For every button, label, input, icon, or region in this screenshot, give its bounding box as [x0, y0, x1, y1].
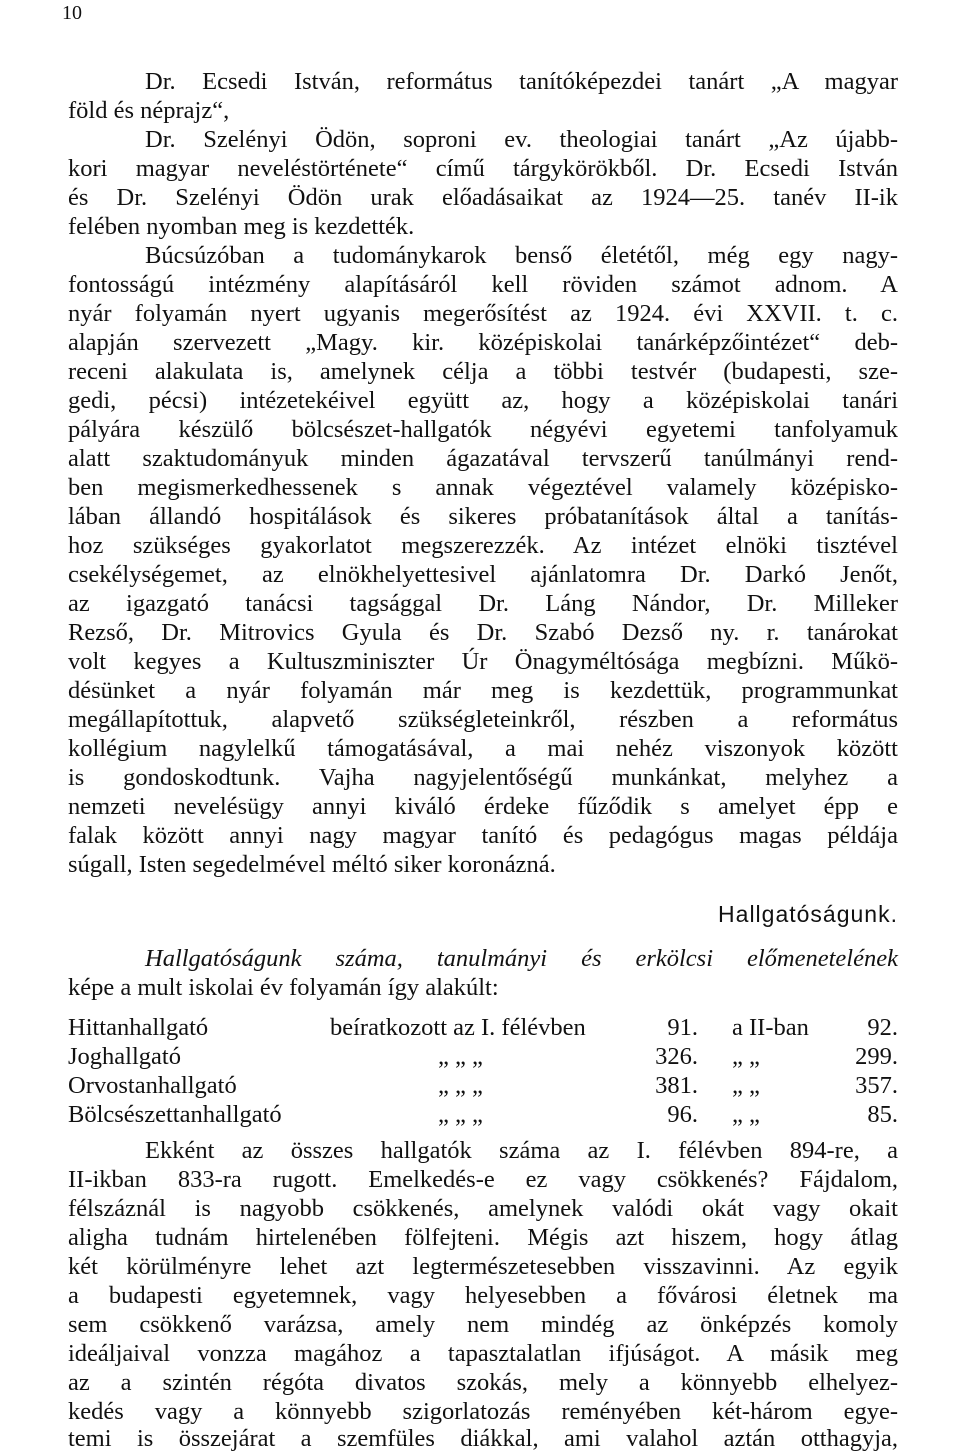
first-semester-value: 326. [655, 1043, 698, 1070]
text-line: volt kegyes a Kultuszminiszter Úr Önagyméltósága megbízni. Műkö- [68, 648, 898, 675]
text-line: alapján szervezett „Magy. kir. középiskolai tanárképzőintézet“ deb- [68, 329, 898, 356]
table-row [68, 1071, 898, 1100]
text-line: Dr. Szelényi Ödön, soproni ev. theologiai tanárt „Az újabb- [145, 126, 898, 153]
page-number: 10 [62, 2, 82, 24]
text-line: Búcsúzóban a tudománykarok benső életétől, még egy nagy- [145, 242, 898, 269]
first-semester-value: 96. [667, 1101, 698, 1128]
row-desc: „ „ „ [438, 1101, 483, 1128]
text-line: lában állandó hospitálások és sikeres próbatanítások által a tanítás- [68, 503, 898, 530]
text-line: pályára készülő bölcsészet-hallgatók négyévi egyetemi tanfolyamuk [68, 416, 898, 443]
first-semester-value: 381. [655, 1072, 698, 1099]
row-label: Joghallgató [68, 1043, 181, 1070]
text-line: megállapítottuk, alapvető szükségleteinkről, részben a református [68, 706, 898, 733]
text-line: kollégium nagylelkű támogatásával, a mai nehéz viszonyok között [68, 735, 898, 762]
row-sep: „ „ [732, 1101, 760, 1128]
row-label: Orvostanhallgató [68, 1072, 237, 1099]
section-heading: Hallgatóságunk. [718, 901, 898, 927]
text-line: nemzeti nevelésügy annyi kiváló érdeke fűződik s amelyet épp e [68, 793, 898, 820]
second-semester-value: 92. [867, 1014, 898, 1041]
text-line: ideáljaival vonzza magához a tapasztalatlan ifjúságot. A másik meg [68, 1340, 898, 1367]
text-line: föld és néprajz“, [68, 97, 230, 124]
table-row [68, 1042, 898, 1071]
row-label: Hittanhallgató [68, 1014, 209, 1041]
text-line: nyár folyamán nyert ugyanis megerősítést az 1924. évi XXVII. t. c. [68, 300, 898, 327]
text-line: felében nyomban meg is kezdették. [68, 213, 415, 240]
row-sep: a II-ban [732, 1014, 809, 1041]
table-row [68, 1013, 898, 1042]
text-line: aligha tudnám hirtelenében fölfejteni. Mégis azt hiszem, hogy átlag [68, 1224, 898, 1251]
row-desc: „ „ „ [438, 1043, 483, 1070]
text-line: Dr. Ecsedi István, református tanítóképezdei tanárt „A magyar [145, 68, 898, 95]
text-line: csekélységemet, az elnökhelyettesivel ajánlatomra Dr. Darkó Jenőt, [68, 561, 898, 588]
row-desc: „ „ „ [438, 1072, 483, 1099]
text-line: kori magyar neveléstörténete“ című tárgykörökből. Dr. Ecsedi István [68, 155, 898, 182]
row-sep: „ „ [732, 1043, 760, 1070]
text-line: képe a mult iskolai év folyamán így alakúlt: [68, 974, 499, 1001]
text-line: az a szintén régóta divatos szokás, mely a könnyebb elhelyez- [68, 1369, 898, 1396]
text-line: félszáznál is nagyobb csökkenés, amelynek valódi okát vagy okait [68, 1195, 898, 1222]
text-line: receni alakulata is, amelynek célja a többi testvér (budapesti, sze- [68, 358, 898, 385]
text-line: Rezső, Dr. Mitrovics Gyula és Dr. Szabó Dezső ny. r. tanárokat [68, 619, 898, 646]
row-desc: beíratkozott az I. félévben [330, 1014, 586, 1041]
text-line: Hallgatóságunk száma, tanulmányi és erkölcsi előmenetelének [145, 945, 898, 972]
text-line: Ekként az összes hallgatók száma az I. félévben 894-re, a [145, 1137, 898, 1164]
text-line: II-ikban 833-ra rugott. Emelkedés-e ez vagy csökkenés? Fájdalom, [68, 1166, 898, 1193]
second-semester-value: 299. [855, 1043, 898, 1070]
first-semester-value: 91. [667, 1014, 698, 1041]
text-line: két körülményre lehet azt legtermészetesebben visszavinni. Az egyik [68, 1253, 898, 1280]
row-sep: „ „ [732, 1072, 760, 1099]
text-line: súgall, Isten segedelmével méltó siker koronázná. [68, 851, 556, 878]
text-line: sem csökkenő varázsa, amely nem mindég az önképzés komoly [68, 1311, 898, 1338]
text-line: fontosságú intézmény alapításáról kell röviden számot adnom. A [68, 271, 898, 298]
text-line: temi is összejárat a szemfüles diákkal, ami valahol aztán otthagyja, [68, 1425, 898, 1452]
text-line: alatt szaktudományuk minden ágazatával tervszerű tanúlmányi rend- [68, 445, 898, 472]
second-semester-value: 357. [855, 1072, 898, 1099]
text-line: ben megismerkedhessenek s annak végeztével valamely középisko- [68, 474, 898, 501]
text-line: a budapesti egyetemnek, vagy helyesebben a fővárosi életnek ma [68, 1282, 898, 1309]
second-semester-value: 85. [867, 1101, 898, 1128]
text-line: is gondoskodtunk. Vajha nagyjelentőségű munkánkat, melyhez a [68, 764, 898, 791]
text-line: falak között annyi nagy magyar tanító és pedagógus magas példája [68, 822, 898, 849]
text-line: désünket a nyár folyamán már meg is kezdettük, programmunkat [68, 677, 898, 704]
table-row [68, 1100, 898, 1129]
text-line: gedi, pécsi) intézetekéivel együtt az, hogy a középiskolai tanári [68, 387, 898, 414]
text-line: hoz szükséges gyakorlatot megszerezzék. Az intézet elnöki tisztével [68, 532, 898, 559]
text-line: az igazgató tanácsi tagsággal Dr. Láng Nándor, Dr. Milleker [68, 590, 898, 617]
row-label: Bölcsészettanhallgató [68, 1101, 282, 1128]
text-line: kedés vagy a könnyebb szigorlatozás reményében két-három egye- [68, 1398, 898, 1425]
text-line: és Dr. Szelényi Ödön urak előadásaikat az 1924—25. tanév II-ik [68, 184, 898, 211]
